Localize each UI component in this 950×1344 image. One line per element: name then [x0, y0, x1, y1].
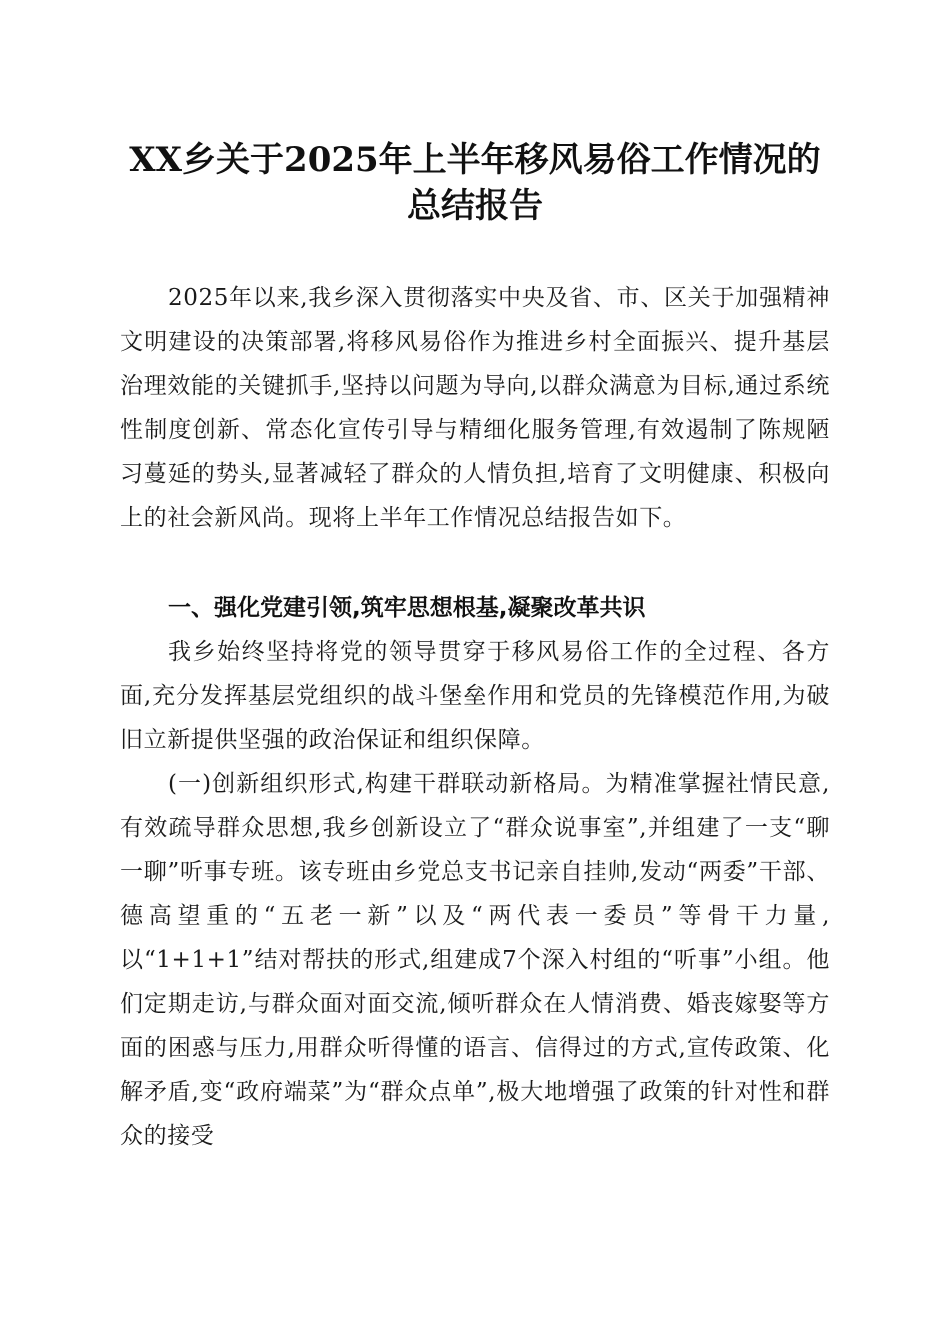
intro-paragraph: 2025年以来,我乡深入贯彻落实中央及省、市、区关于加强精神文明建设的决策部署,将移风易俗作为推进乡村全面振兴、提升基层治理效能的关键抓手,坚持以问题为导向,以群众满意为目标,通过系统性制度创新、常态化宣传引导与精细化服务管理,有效遏制了陈规陋习蔓延的势头,显著减轻了群众的人情负担,培育了文明健康、积极向上的社会新风尚。现将上半年工作情况总结报告如下。 — [120, 285, 830, 531]
subsection-1-body: 为精准掌握社情民意,有效疏导群众思想,我乡创新设立了“群众说事室”,并组建了一支“聊一聊”听事专班。该专班由乡党总支书记亲自挂帅,发动“两委”干部、德高望重的“五老一新”以及“两代表一委员”等骨干力量,以“1+1+1”结对帮扶的形式,组建成7个深入村组的“听事”小组。他们定期走访,与群众面对面交流,倾听群众在人情消费、婚丧嫁娶等方面的困惑与压力,用群众听得懂的语言、信得过的方式,宣传政策、化解矛盾,变“政府端菜”为“群众点单”,极大地增强了政策的针对性和群众的接受 — [120, 771, 830, 1149]
page-title-line-2: 总结报告 — [407, 186, 543, 226]
subsection-heading-1: (一)创新组织形式,构建干群联动新格局。 — [168, 771, 606, 797]
page-title: XX乡关于2025年上半年移风易俗工作情况的 — [129, 140, 821, 180]
section-1-paragraph: 我乡始终坚持将党的领导贯穿于移风易俗工作的全过程、各方面,充分发挥基层党组织的战斗堡垒作用和党员的先锋模范作用,为破旧立新提供坚强的政治保证和组织保障。 — [120, 639, 830, 753]
subsection-1-paragraph — [120, 762, 830, 1158]
section-heading-1: 一、强化党建引领,筑牢思想根基,凝聚改革共识 — [168, 595, 646, 621]
